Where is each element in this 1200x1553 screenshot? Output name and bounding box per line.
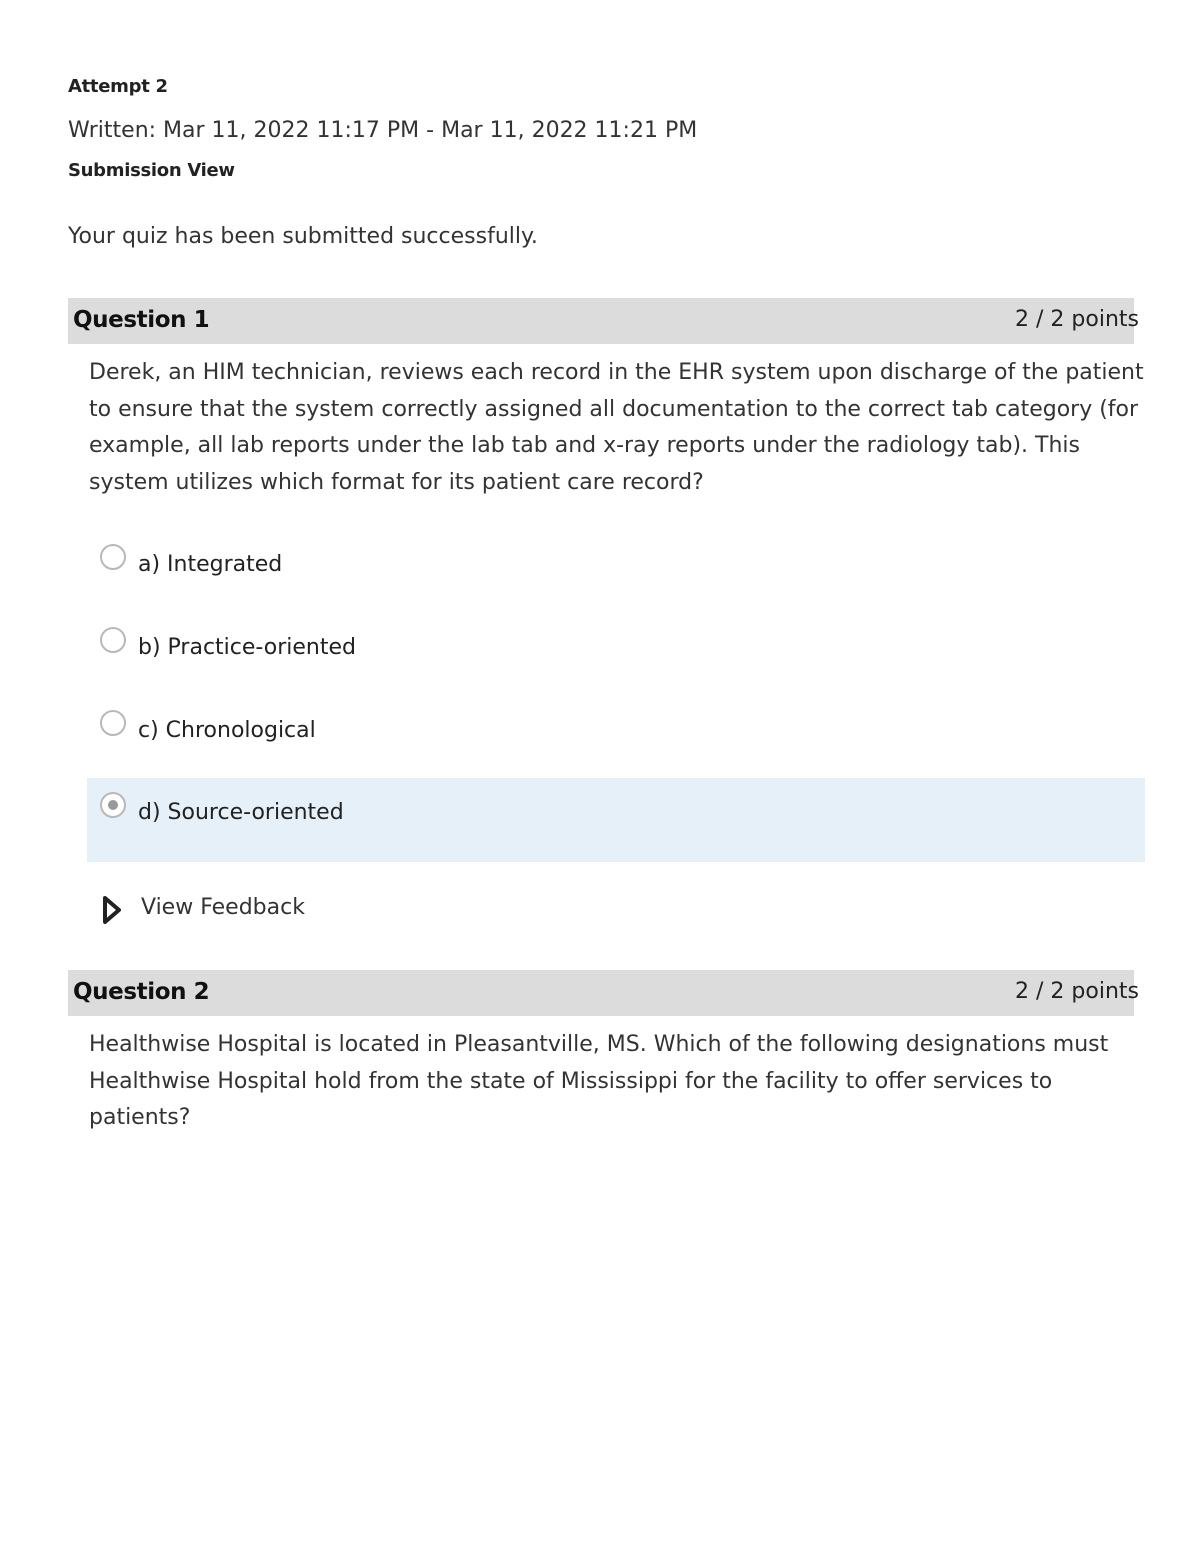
success-message: Your quiz has been submitted successfully. — [68, 224, 538, 249]
submission-view-label: Submission View — [68, 160, 235, 181]
attempt-title: Attempt 2 — [68, 76, 168, 97]
radio-button-b[interactable] — [100, 627, 126, 653]
option-d[interactable] — [87, 778, 1145, 862]
question-2-title: Question 2 — [73, 979, 210, 1005]
option-d-label: d) Source-oriented — [138, 800, 344, 825]
question-2-points: 2 / 2 points — [1015, 979, 1139, 1004]
radio-button-a[interactable] — [100, 544, 126, 570]
question-2-text: Healthwise Hospital is located in Pleasantville, MS. Which of the following designations must Healthwise Hospital hold from the state of Mississippi for the facility to offer services to patients? — [89, 1032, 1109, 1130]
expand-triangle-icon — [100, 895, 124, 925]
option-a-label: a) Integrated — [138, 552, 283, 577]
radio-button-c[interactable] — [100, 710, 126, 736]
view-feedback-label: View Feedback — [141, 895, 305, 920]
option-a[interactable] — [87, 530, 1145, 614]
radio-button-d-selected[interactable] — [100, 792, 126, 818]
radio-selected-dot — [108, 800, 118, 810]
option-c[interactable] — [87, 696, 1145, 780]
option-b[interactable] — [87, 613, 1145, 697]
written-timestamp: Written: Mar 11, 2022 11:17 PM - Mar 11, 2022 11:21 PM — [68, 118, 698, 143]
question-1-points: 2 / 2 points — [1015, 307, 1139, 332]
question-2-header — [68, 970, 1139, 1016]
question-1-text: Derek, an HIM technician, reviews each record in the EHR system upon discharge of the patient to ensure that the system correctly assigned all documentation to the correct tab category (for example, all lab reports under the lab tab and x-ray reports under the radiology tab). This system utilizes which format for its patient care record? — [89, 360, 1144, 495]
option-c-label: c) Chronological — [138, 718, 316, 743]
question-1-header — [68, 298, 1139, 344]
question-1-title: Question 1 — [73, 307, 210, 333]
option-b-label: b) Practice-oriented — [138, 635, 356, 660]
